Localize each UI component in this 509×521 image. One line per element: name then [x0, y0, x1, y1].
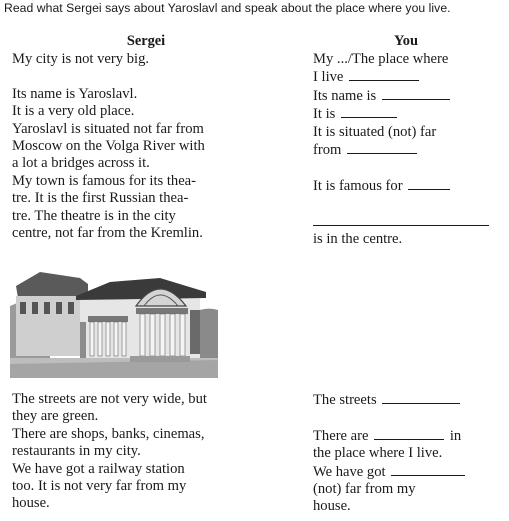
sergei-text-top: [12, 51, 280, 242]
sergei-line: tre. It is the first Russian thea-: [12, 190, 189, 207]
you-line: [313, 391, 499, 409]
you-line-text: There are: [313, 427, 369, 444]
sergei-line: they are green.: [12, 408, 99, 425]
you-line-text: Its name is: [313, 87, 377, 104]
you-line: [313, 427, 499, 445]
sergei-line: We have got a railway station: [12, 460, 185, 477]
you-line: My .../The place where: [313, 51, 449, 67]
you-line: [313, 213, 499, 231]
sergei-line: Its name is Yaroslavl.: [12, 85, 138, 102]
sergei-text-bottom: [12, 391, 280, 513]
you-text-bottom: [313, 391, 499, 516]
you-line: [313, 105, 499, 123]
answer-blank[interactable]: [349, 68, 419, 81]
sergei-line: restaurants in my city.: [12, 443, 141, 460]
sergei-line: too. It is not very far from my: [12, 478, 187, 495]
theatre-building-photo: [10, 266, 218, 378]
answer-blank[interactable]: [313, 213, 489, 226]
you-line: house.: [313, 498, 351, 515]
sergei-line: There are shops, banks, cinemas,: [12, 425, 205, 442]
you-line: [313, 177, 499, 195]
you-line: [313, 68, 499, 86]
you-line-text: I live: [313, 69, 344, 86]
sergei-line: house.: [12, 495, 50, 512]
you-line: (not) far from my: [313, 481, 416, 498]
answer-blank[interactable]: [374, 427, 444, 440]
you-line-text: The streets: [313, 392, 377, 408]
sergei-line: Moscow on the Volga River with: [12, 138, 205, 155]
answer-blank[interactable]: [347, 141, 417, 154]
sergei-line: tre. The theatre is in the city: [12, 207, 176, 224]
sergei-line: Yaroslavl is situated not far from: [12, 120, 204, 137]
header-you: You: [394, 33, 418, 49]
you-line: the place where I live.: [313, 445, 443, 462]
header-sergei: Sergei: [126, 33, 166, 49]
you-line-text: in: [449, 427, 462, 444]
answer-blank[interactable]: [382, 87, 450, 100]
you-line: is in the centre.: [313, 231, 403, 248]
answer-blank[interactable]: [341, 105, 397, 118]
you-line: It is situated (not) far: [313, 123, 437, 140]
you-line: [313, 87, 499, 105]
answer-blank[interactable]: [391, 463, 465, 476]
you-line: [313, 463, 499, 481]
you-line-text: from: [313, 142, 342, 159]
sergei-line: centre, not far from the Kremlin.: [12, 225, 203, 242]
sergei-line: The streets are not very wide, but: [12, 391, 207, 407]
you-line-text: We have got: [313, 463, 386, 480]
sergei-line: [12, 68, 280, 85]
you-line: [313, 141, 499, 159]
sergei-line: My town is famous for its thea-: [12, 172, 197, 189]
sergei-line: It is a very old place.: [12, 103, 135, 120]
you-text-top: [313, 51, 499, 248]
answer-blank[interactable]: [408, 177, 450, 190]
sergei-line: My city is not very big.: [12, 51, 150, 67]
answer-blank[interactable]: [382, 391, 460, 404]
you-line: [313, 409, 499, 426]
sergei-line: a lot a bridges across it.: [12, 155, 150, 172]
you-line-text: It is famous for: [313, 177, 403, 194]
exercise-instruction: Read what Sergei says about Yaroslavl and speak about the place where you live.: [4, 1, 451, 15]
you-line-text: It is: [313, 106, 336, 123]
